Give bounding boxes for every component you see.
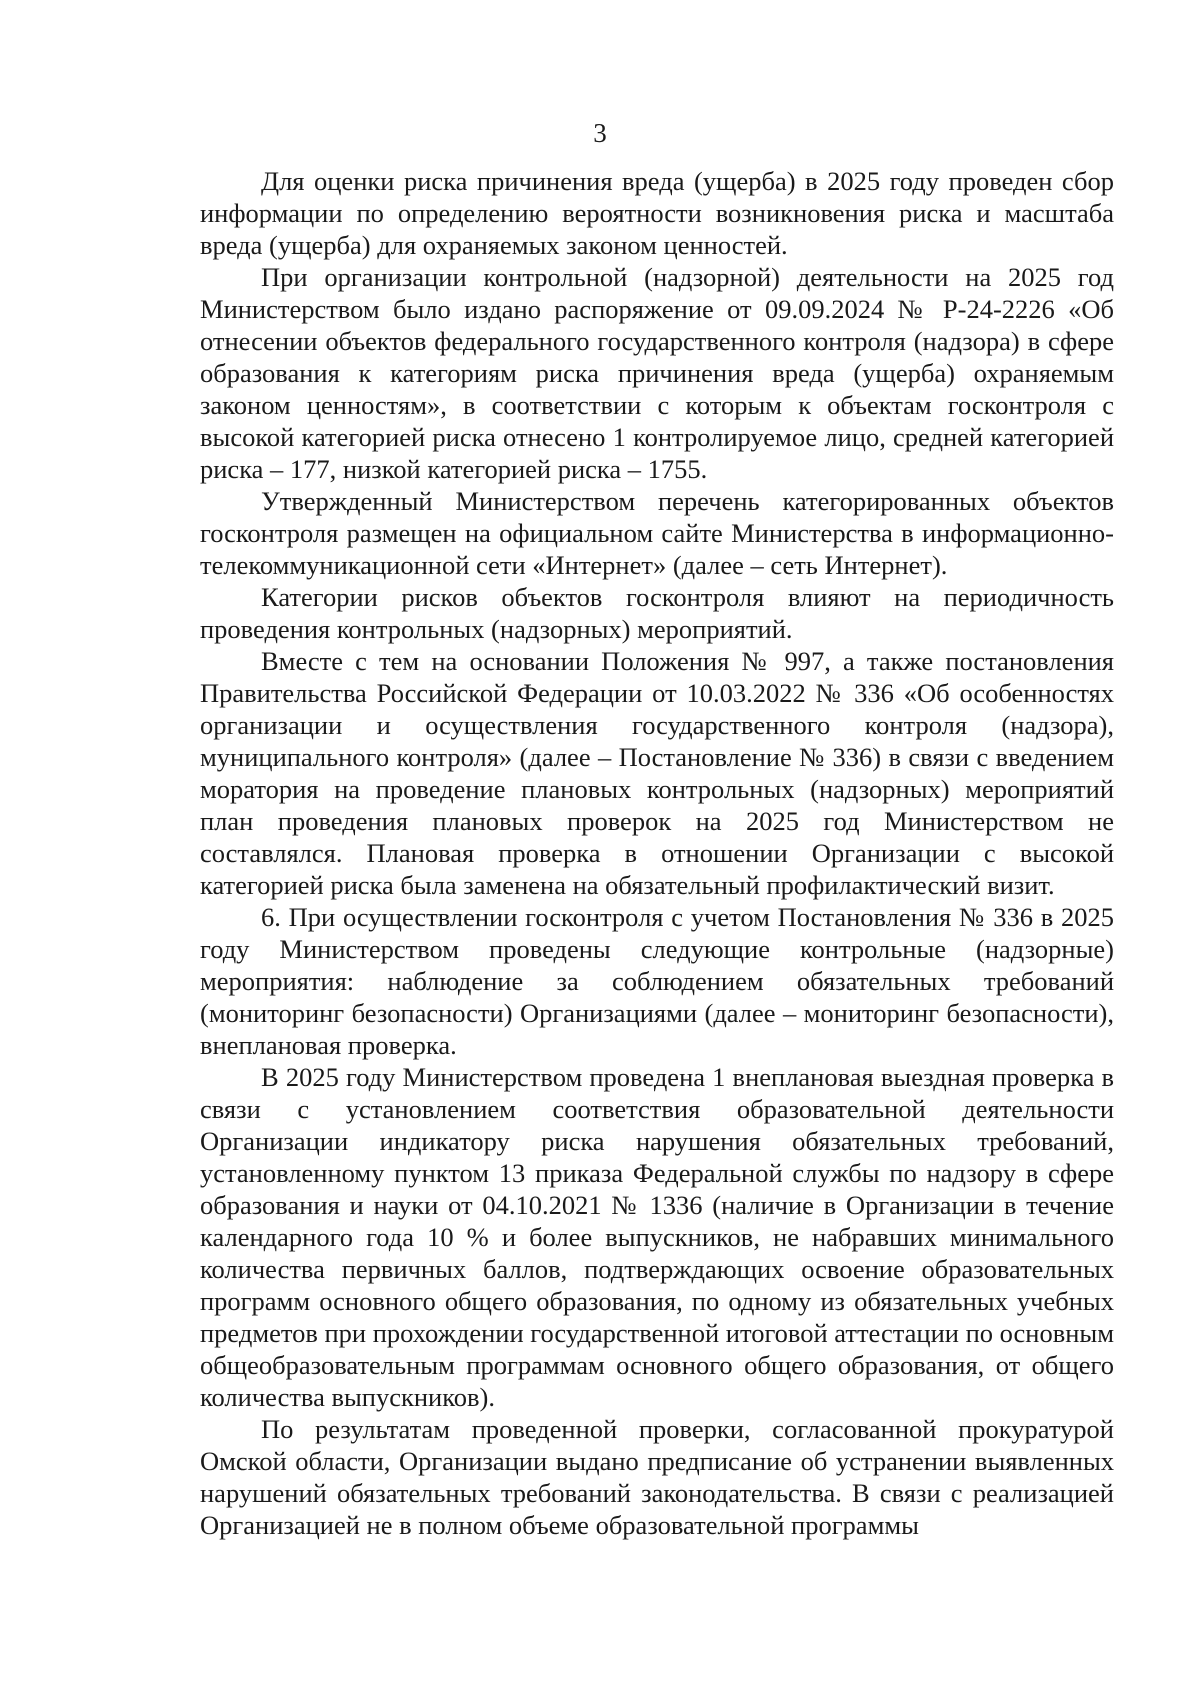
paragraph-objects-list: Утвержденный Министерством перечень категорированных объектов госконтроля размещен на официальном сайте Министерства в информационно-телекоммуникационной сети «Интернет» (далее – сеть Интернет). [200, 486, 1114, 580]
paragraph-risk-periodicity: Категории рисков объектов госконтроля влияют на периодичность проведения контрольных (надзорных) мероприятий. [200, 582, 1114, 644]
paragraph-unscheduled-inspection: В 2025 году Министерством проведена 1 внеплановая выездная проверка в связи с установлением соответствия образовательной деятельности Организации индикатору риска нарушения обязательных требований, установленному пунктом 13 приказа Федеральной службы по надзору в сфере образования и науки от 04.10.2021 № 1336 (наличие в Организации в течение календарного года 10 % и более выпускников, не набравших минимального количества первичных баллов, подтверждающих освоение образовательных программ основного общего образования, по одному из обязательных учебных предметов при прохождении государственной итоговой аттестации по основным общеобразовательным программам основного общего образования, от общего количества выпускников). [200, 1062, 1114, 1412]
paragraph-inspection-results: По результатам проведенной проверки, согласованной прокуратурой Омской области, Организации выдано предписание об устранении выявленных нарушений обязательных требований законодательства. В связи с реализацией Организацией не в полном объеме образовательной программы [200, 1414, 1114, 1540]
paragraph-risk-categories-order: При организации контрольной (надзорной) деятельности на 2025 год Министерством было издано распоряжение от 09.09.2024 № Р-24-2226 «Об отнесении объектов федерального государственного контроля (надзора) в сфере образования к категориям риска причинения вреда (ущерба) охраняемым законом ценностям», в соответствии с которым к объектам госконтроля с высокой категорией риска отнесено 1 контролируемое лицо, средней категорией риска – 177, низкой категорией риска – 1755. [200, 262, 1114, 484]
paragraph-control-measures: 6. При осуществлении госконтроля с учетом Постановления № 336 в 2025 году Министерством проведены следующие контрольные (надзорные) мероприятия: наблюдение за соблюдением обязательных требований (мониторинг безопасности) Организациями (далее – мониторинг безопасности), внеплановая проверка. [200, 902, 1114, 1060]
document-body [200, 165, 1114, 1541]
page-number: 3 [593, 118, 607, 148]
paragraph-moratorium: Вместе с тем на основании Положения № 997, а также постановления Правительства Российской Федерации от 10.03.2022 № 336 «Об особенностях организации и осуществления государственного контроля (надзора), муниципального контроля» (далее – Постановление № 336) в связи с введением моратория на проведение плановых контрольных (надзорных) мероприятий план проведения плановых проверок на 2025 год Министерством не составлялся. Плановая проверка в отношении Организации с высокой категорией риска была заменена на обязательный профилактический визит. [200, 646, 1114, 900]
paragraph-risk-assessment: Для оценки риска причинения вреда (ущерба) в 2025 году проведен сбор информации по определению вероятности возникновения риска и масштаба вреда (ущерба) для охраняемых законом ценностей. [200, 166, 1114, 260]
